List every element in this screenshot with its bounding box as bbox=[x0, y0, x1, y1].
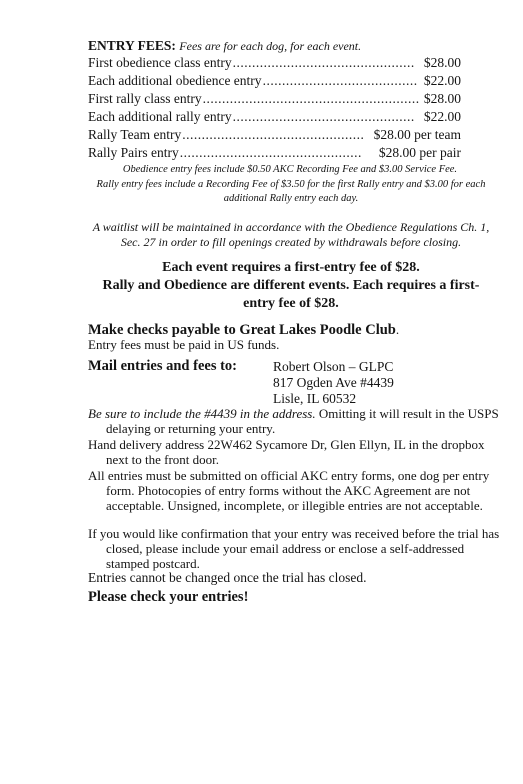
fee-leader-dots: ............................................... bbox=[179, 145, 362, 160]
checks-payable-heading: Make checks payable to Great Lakes Poodle Club bbox=[88, 322, 396, 338]
fee-label: Rally Pairs entry bbox=[88, 145, 179, 160]
checks-period: . bbox=[395, 322, 400, 337]
fee-row bbox=[88, 127, 461, 145]
fee-leader-dots: ............................................... bbox=[182, 127, 365, 142]
mail-address bbox=[273, 359, 394, 407]
fee-row bbox=[88, 109, 461, 127]
fee-row bbox=[88, 55, 461, 73]
include-number-note bbox=[88, 406, 508, 436]
entry-fees-note: Fees are for each dog, for each event. bbox=[179, 39, 362, 53]
fee-leader-dots: ............................................... bbox=[232, 109, 415, 124]
fee-amount: $22.00 bbox=[423, 73, 461, 88]
fee-leader-dots: ........................................................ bbox=[202, 91, 420, 106]
no-change-note: Entries cannot be changed once the trial has closed. bbox=[88, 570, 367, 585]
fee-label: Rally Team entry bbox=[88, 127, 182, 142]
checks-payable bbox=[88, 322, 508, 338]
akc-forms-note: All entries must be submitted on official AKC entry forms, one dog per entry form. Photocopies of entry forms without the AKC Agreement are not acceptable. Unsigned, incomplete, or illegible entries are not acceptable. bbox=[88, 468, 490, 513]
event-fee-statement: Each event requires a first-entry fee of $28. bbox=[162, 260, 420, 275]
rally-fee-note: Rally entry fees include a Recording Fee of $3.50 for the first Rally entry and $3.00 for each additional Rally entry each day. bbox=[96, 179, 486, 204]
fee-amount: $28.00 bbox=[423, 55, 461, 70]
fee-label: Each additional rally entry bbox=[88, 109, 232, 124]
mail-address-line: Robert Olson – GLPC bbox=[273, 359, 394, 374]
fee-row bbox=[88, 73, 461, 91]
fee-row bbox=[88, 91, 461, 109]
obedience-fee-note: Obedience entry fees include $0.50 AKC Recording Fee and $3.00 Service Fee. bbox=[122, 164, 458, 175]
fee-amount: $28.00 per team bbox=[373, 127, 461, 142]
mail-label: Mail entries and fees to: bbox=[88, 358, 237, 374]
include-number-emphasis: Be sure to include the #4439 in the address. bbox=[88, 406, 316, 421]
hand-delivery-note: Hand delivery address 22W462 Sycamore Dr, Glen Ellyn, IL in the dropbox next to the front door. bbox=[88, 437, 485, 467]
check-entries-note: Please check your entries! bbox=[88, 589, 249, 605]
entry-fees-heading bbox=[88, 38, 361, 54]
waitlist-note: A waitlist will be maintained in accordance with the Obedience Regulations Ch. 1, Sec. 27 in order to fill openings created by withdrawals before closing. bbox=[92, 220, 490, 249]
confirmation-note: If you would like confirmation that your entry was received before the trial has closed, please include your email address or enclose a self-addressed stamped postcard. bbox=[88, 526, 500, 571]
mail-address-line: Lisle, IL 60532 bbox=[273, 391, 357, 406]
include-number-rest: Omitting it will result in the USPS delaying or returning your entry. bbox=[106, 406, 499, 436]
fee-label: First rally class entry bbox=[88, 91, 202, 106]
fee-amount: $28.00 per pair bbox=[378, 145, 461, 160]
fee-label: Each additional obedience entry bbox=[88, 73, 262, 88]
fee-amount: $28.00 bbox=[423, 91, 461, 106]
us-funds-note: Entry fees must be paid in US funds. bbox=[88, 337, 280, 352]
fee-amount: $22.00 bbox=[423, 109, 461, 124]
mail-address-line: 817 Ogden Ave #4439 bbox=[273, 375, 394, 390]
fee-row bbox=[88, 145, 461, 163]
fee-label: First obedience class entry bbox=[88, 55, 232, 70]
entry-fees-title: ENTRY FEES: bbox=[88, 38, 176, 53]
different-events-statement: Rally and Obedience are different events. Each requires a first-entry fee of $28. bbox=[102, 278, 480, 311]
fee-leader-dots: ............................................... bbox=[232, 55, 415, 70]
fee-leader-dots: ........................................ bbox=[262, 73, 418, 88]
